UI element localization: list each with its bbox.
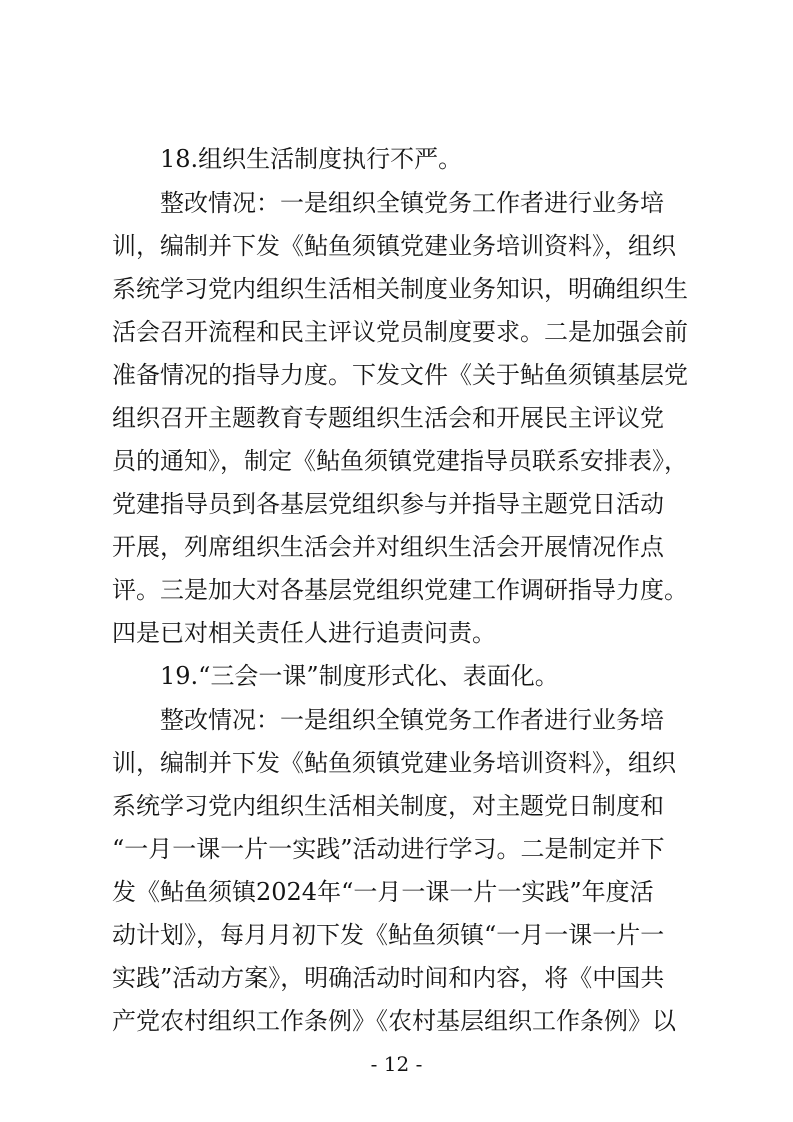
paragraph-line: 训，编制并下发《鲇鱼须镇党建业务培训资料》，组织: [112, 232, 676, 260]
paragraph-line: 产党农村组织工作条例》《农村基层组织工作条例》以: [112, 1007, 676, 1035]
paragraph-line: 训，编制并下发《鲇鱼须镇党建业务培训资料》，组织: [112, 749, 676, 777]
rectification-paragraph-18: 整改情况：一是组织全镇党务工作者进行业务培: [160, 189, 664, 217]
paragraph-line: “一月一课一片一实践”活动进行学习。二是制定并下: [112, 835, 665, 863]
item-18-heading: 18.组织生活制度执行不严。: [160, 145, 463, 173]
paragraph-line: 员的通知》，制定《鲇鱼须镇党建指导员联系安排表》，: [112, 447, 688, 475]
rectification-paragraph-19: 整改情况：一是组织全镇党务工作者进行业务培: [160, 706, 664, 734]
item-19-heading: 19.“三会一课”制度形式化、表面化。: [160, 662, 559, 690]
paragraph-line: 系统学习党内组织生活相关制度，对主题党日制度和: [112, 792, 664, 820]
paragraph-line: 动计划》，每月月初下发《鲇鱼须镇“一月一课一片一: [112, 921, 665, 949]
paragraph-line: 四是已对相关责任人进行追责问责。: [112, 619, 496, 647]
paragraph-line: 评。三是加大对各基层党组织党建工作调研指导力度。: [112, 576, 688, 604]
paragraph-line: 准备情况的指导力度。下发文件《关于鲇鱼须镇基层党: [112, 361, 688, 389]
page-number: - 12 -: [370, 1052, 423, 1076]
paragraph-line: 开展，列席组织生活会并对组织生活会开展情况作点: [112, 533, 664, 561]
paragraph-line: 系统学习党内组织生活相关制度业务知识，明确组织生: [112, 275, 688, 303]
paragraph-line: 党建指导员到各基层党组织参与并指导主题党日活动: [112, 490, 664, 518]
paragraph-line: 组织召开主题教育专题组织生活会和开展民主评议党: [112, 404, 664, 432]
paragraph-line: 实践”活动方案》，明确活动时间和内容，将《中国共: [112, 964, 665, 992]
paragraph-line: 发《鲇鱼须镇2024年“一月一课一片一实践”年度活: [112, 878, 654, 906]
paragraph-line: 活会召开流程和民主评议党员制度要求。二是加强会前: [112, 318, 688, 346]
